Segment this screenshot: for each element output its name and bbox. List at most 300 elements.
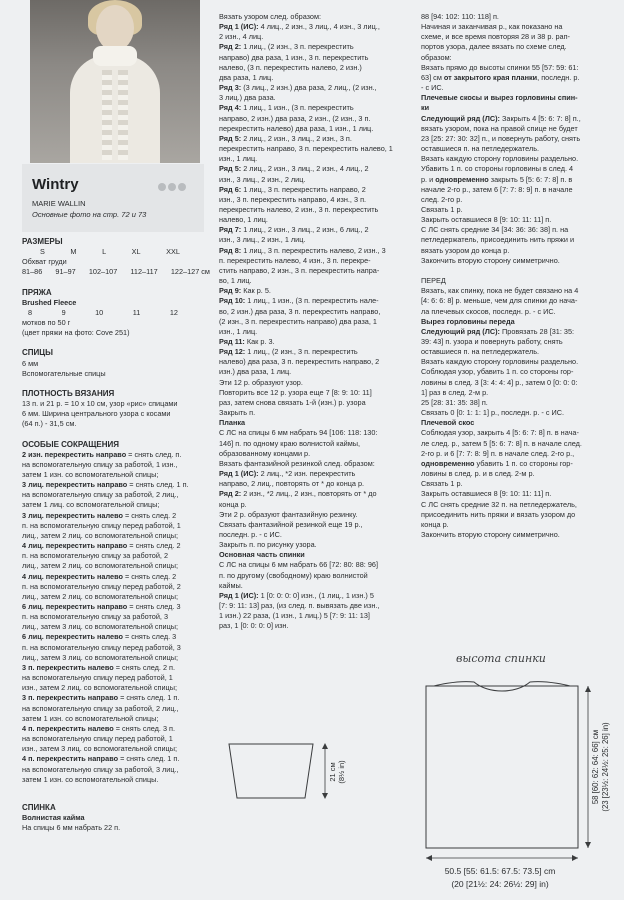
text-line <box>219 418 419 428</box>
bold-term: Ряд 10: <box>219 296 246 306</box>
text-span: С ЛС снять средние 34 [34: 36: 36: 38] п. на <box>421 225 569 235</box>
abbreviation-term: 4 лиц. перекрестить налево <box>22 571 123 581</box>
text-span: присоединить нить пряжи и вязать узором до <box>421 509 576 519</box>
abbreviation-text: затем 1 изн. со вспомогательной спицы; <box>22 469 159 479</box>
abbreviation-text: = снять след. 2 <box>122 510 177 520</box>
text-line <box>219 611 419 621</box>
text-line <box>219 367 419 377</box>
abbreviation-line <box>22 511 212 521</box>
text-line <box>219 32 419 42</box>
abbreviation-text: затем 1 изн. со вспомогательной спицы. <box>22 774 159 784</box>
bold-term: Ряд 1 (ИС): <box>219 590 259 600</box>
gauge-line: 6 мм. Ширина центрального узора с косами <box>22 409 171 419</box>
abbreviation-text: лиц., затем 2 лиц. со вспомогательной спицы; <box>22 561 179 571</box>
text-span: изн., 3 п. перекрестить направо, 4 изн., 3 п. <box>219 194 367 204</box>
text-span: изн.) два раза, 1 лиц. <box>219 367 292 377</box>
bold-term: Ряд 7: <box>219 225 242 235</box>
text-line <box>421 449 617 459</box>
size-label: S <box>40 247 45 257</box>
chest-value: 81–86 <box>22 267 43 277</box>
text-line <box>219 388 419 398</box>
abbreviation-term: 6 лиц. перекрестить направо <box>22 602 128 611</box>
text-span: 2-го р. и 6 [7: 7: 8: 9] п. в начале след. 2-го р., <box>421 448 575 458</box>
text-line <box>219 185 419 195</box>
text-span: 2 изн., 4 лиц. <box>219 32 264 42</box>
size-label: XXL <box>166 247 180 257</box>
text-span: 4 лиц., 2 изн., 3 лиц., 4 изн., 3 лиц., <box>258 22 380 32</box>
text-line <box>219 459 419 469</box>
text-span: 1 лиц., (2 изн., 3 п. перекрестить <box>245 347 358 357</box>
abbreviation-text: на вспомогательную спицу за работой, 1 изн., <box>22 459 178 469</box>
text-span: направо, 2 изн.) два раза, 2 изн., (2 изн., 3 п. <box>219 113 371 123</box>
text-span: 2 лиц., 2 изн., 3 лиц., 2 изн., 4 лиц., 2 <box>241 164 369 174</box>
abbreviation-text: п. на вспомогательную спицу перед работой, 3 <box>22 642 181 652</box>
text-span: Вязать прямо до высоты спинки 55 [57: 59: 61: <box>421 62 579 72</box>
yarn-count: 9 <box>61 307 66 317</box>
text-line <box>421 357 617 367</box>
needles-line: Вспомогательные спицы <box>22 368 106 378</box>
abbreviation-line <box>22 592 212 602</box>
abbreviation-line <box>22 775 212 785</box>
text-span: - с ИС. <box>421 83 444 93</box>
text-span: п. перекрестить налево, 4 изн., 3 п. перекре- <box>219 255 371 265</box>
sizes-heading: РАЗМЕРЫ <box>22 237 63 246</box>
text-span: 3 лиц.) два раза. <box>219 93 276 103</box>
text-span: (2 изн., 3 п. перекрестить направо) два раза, 1 <box>219 316 377 326</box>
text-line <box>421 367 617 377</box>
text-span: Закрыть 4 [5: 6: 7: 8] п., <box>500 113 581 123</box>
text-span: 88 [94: 102: 110: 118] п. <box>421 12 499 21</box>
abbreviation-line <box>22 622 212 632</box>
text-span: последн. р. - с ИС. <box>219 529 282 539</box>
text-line <box>421 317 617 327</box>
text-line <box>219 571 419 581</box>
title-box <box>22 164 204 232</box>
text-span: вязать узором до конца р. <box>421 245 510 255</box>
back-subheading: Волнистая кайма <box>22 812 85 822</box>
text-span: Вязать каждую сторону горловины раздельно. <box>421 357 579 367</box>
text-line <box>219 489 419 499</box>
text-line <box>421 489 617 499</box>
text-line <box>219 439 419 449</box>
text-span: Убавить 1 п. со стороны горловины в след. 4 <box>421 164 574 174</box>
text-line <box>421 73 617 83</box>
bold-term: Ряд 1 (ИС): <box>219 22 259 32</box>
text-span: направо, 2 лиц., повторять от * до конца р. <box>219 479 365 489</box>
text-line <box>421 225 617 235</box>
size-label: M <box>70 247 77 257</box>
gauge-line: 13 п. и 21 р. = 10 х 10 см, узор «рис» спицами <box>22 399 178 409</box>
text-line <box>219 63 419 73</box>
text-span: два раза, 1 лиц. <box>219 72 274 82</box>
abbreviation-line <box>22 541 212 551</box>
abbreviation-text: = снять след. 1 п. <box>118 693 180 703</box>
text-span: С ЛС снять средние 32 п. на петледержатель, <box>421 499 577 509</box>
text-span: п. по другому (свободному) краю волнистой <box>219 570 368 580</box>
bold-term: Планка <box>219 418 246 428</box>
back-line: На спицы 6 мм набрать 22 п. <box>22 823 121 833</box>
dot-icon <box>178 183 186 191</box>
abbreviation-line <box>22 704 212 714</box>
abbreviation-term: 3 лиц. перекрестить налево <box>22 510 123 520</box>
text-line <box>421 327 617 337</box>
abbreviation-line <box>22 643 212 653</box>
abbreviation-line <box>22 714 212 724</box>
text-line <box>219 286 419 296</box>
text-span: С ЛС на спицы 6 мм набрать 66 [72: 80: 88: 96] <box>219 560 378 570</box>
abbreviation-text: п. на вспомогательную спицу за работой, 2 <box>22 551 169 561</box>
text-span: налево, 1 лиц. <box>219 215 268 225</box>
decorative-dots <box>158 178 188 196</box>
text-span: 1 лиц., (2 изн., 3 п. перекрестить <box>241 42 354 52</box>
abbreviation-text: лиц., затем 2 лиц. со вспомогательной спицы; <box>22 530 179 540</box>
text-line <box>219 560 419 570</box>
text-span: след. 2-го р. <box>421 194 463 204</box>
abbreviations-heading: ОСОБЫЕ СОКРАЩЕНИЯ <box>22 439 120 449</box>
text-span: оставшиеся п. на петледержатель. <box>421 347 540 357</box>
bold-term: Следующий ряд (ЛС): <box>421 326 500 336</box>
text-line <box>219 93 419 103</box>
text-span: перекрестить налево) два раза, 1 изн., 1 лиц. <box>219 123 374 133</box>
back-diagram <box>396 642 624 900</box>
text-line <box>219 428 419 438</box>
text-span: Повторить все 12 р. узора еще 7 [8: 9: 10: 11] <box>219 387 372 397</box>
dot-icon <box>168 183 176 191</box>
text-span: конца р. <box>219 499 247 509</box>
text-span: 2 изн., *2 лиц., 2 изн., повторять от * до <box>241 489 377 499</box>
dot-icon <box>158 183 166 191</box>
text-span: Провязать 28 [31: 35: <box>500 326 575 336</box>
text-line <box>219 337 419 347</box>
abbreviation-text: = снять след. 2 п. <box>113 662 176 672</box>
text-line <box>219 550 419 560</box>
text-line <box>219 246 419 256</box>
text-span: закрыть 5 [5: 6: 7: 8] п. в <box>488 174 573 184</box>
abbreviation-term: 4 п. перекрестить налево <box>22 723 114 733</box>
text-line <box>421 53 617 63</box>
abbreviation-line <box>22 673 212 683</box>
text-line <box>219 266 419 276</box>
text-line <box>421 42 617 52</box>
text-span: направо) два раза, 1 изн., 3 п. перекрестить <box>219 52 369 62</box>
text-line <box>219 581 419 591</box>
abbreviation-line <box>22 490 212 500</box>
text-line <box>421 246 617 256</box>
yarn-count: 8 <box>28 307 33 317</box>
text-line <box>421 22 617 32</box>
bold-term: Ряд 3: <box>219 83 242 93</box>
size-label: L <box>102 247 107 257</box>
back-heading: СПИНКА <box>22 802 56 812</box>
text-line <box>219 114 419 124</box>
text-span: конца р. <box>421 519 449 529</box>
abbreviation-text: на вспомогательную спицу перед работой, 1 <box>22 734 173 744</box>
abbreviation-text: на вспомогательную спицу перед работой, 1 <box>22 673 173 683</box>
abbreviation-text: лиц., затем 2 лиц. со вспомогательной спицы; <box>22 591 179 601</box>
text-line <box>219 276 419 286</box>
text-span: Вязать каждую сторону горловины раздельно. <box>421 154 579 164</box>
size-labels <box>22 247 180 257</box>
gauge-line: (64 п.) - 31,5 см. <box>22 419 77 429</box>
text-span: во, 1 лиц. <box>219 276 252 286</box>
abbreviation-text: изн., затем 2 лиц. со вспомогательной спицы; <box>22 683 177 693</box>
text-line <box>219 601 419 611</box>
text-line <box>421 103 617 113</box>
text-span: изн., 3 лиц., 2 изн., 2 лиц. <box>219 174 306 184</box>
text-span: Как р. 3. <box>244 337 275 346</box>
abbreviation-line <box>22 754 212 764</box>
column-left <box>22 237 212 833</box>
text-span: во, 2 изн.) два раза, 3 п. перекрестить направо, <box>219 306 381 316</box>
pattern-title: Wintry <box>32 176 79 193</box>
text-line <box>421 520 617 530</box>
arrow-head-icon <box>322 793 328 799</box>
text-span: 1 лиц., 1 изн., (3 п. перекрестить <box>241 103 354 113</box>
abbreviation-text: затем 1 лиц. со вспомогательной спицы; <box>22 500 160 510</box>
text-line <box>421 408 617 418</box>
sweater-collar <box>93 46 137 66</box>
abbreviation-text: затем 1 изн. со вспомогательной спицы; <box>22 713 159 723</box>
text-line <box>219 12 419 22</box>
text-line <box>219 73 419 83</box>
text-span: 63] см <box>421 72 444 82</box>
abbreviation-line <box>22 531 212 541</box>
text-line <box>421 185 617 195</box>
abbreviation-term: 3 п. перекрестить направо <box>22 693 119 703</box>
text-line <box>421 378 617 388</box>
handwritten-note: высота спинки <box>456 652 546 665</box>
abbreviation-line <box>22 765 212 775</box>
text-line <box>219 215 419 225</box>
text-span: налево, (3 п. перекрестить налево, 2 изн.) <box>219 62 362 72</box>
size-label: XL <box>131 247 141 257</box>
text-line <box>421 144 617 154</box>
band-height-inch: (8½ in) <box>337 760 346 784</box>
text-span: петледержатель, присоединить нить пряжи и <box>421 235 575 245</box>
abbreviation-text: = снять след. 1 п. <box>118 754 180 764</box>
text-line <box>421 337 617 347</box>
abbreviation-term: 3 п. перекрестить налево <box>22 662 114 672</box>
text-line <box>219 327 419 337</box>
text-line <box>219 398 419 408</box>
text-line <box>219 378 419 388</box>
bold-term: Ряд 2: <box>219 489 242 499</box>
text-span: Связать 0 [0: 1: 1: 1] р., последн. р. - с ИС. <box>421 408 565 418</box>
text-line <box>219 357 419 367</box>
abbreviation-line <box>22 653 212 663</box>
text-line <box>421 124 617 134</box>
abbreviation-line <box>22 632 212 642</box>
text-span: Закончить вторую сторону симметрично. <box>421 255 560 265</box>
text-line <box>421 439 617 449</box>
text-span: [4: 6: 6: 8] р. меньше, чем для спинки до нача- <box>421 296 578 306</box>
text-span: ПЕРЕД <box>421 276 446 286</box>
abbreviation-text: = снять след. 3 п. <box>113 723 176 733</box>
text-line <box>421 469 617 479</box>
text-line <box>421 428 617 438</box>
arrow-head-icon <box>322 743 328 749</box>
text-line <box>421 500 617 510</box>
text-line <box>219 53 419 63</box>
text-span: 146] п. по одному краю волнистой каймы, <box>219 438 360 448</box>
text-span: Закрыть п. <box>219 408 256 418</box>
abbreviation-text: п. на вспомогательную спицу перед работой, 1 <box>22 520 181 530</box>
text-line <box>421 530 617 540</box>
text-line <box>421 83 617 93</box>
text-span: схеме, и все время повторяя 28 и 38 р. рап- <box>421 32 570 42</box>
text-span: ле след. р., затем 5 [5: 6: 7: 8] п. в начале след. <box>421 438 582 448</box>
text-line <box>219 175 419 185</box>
text-span: убавить 1 п. со стороны гор- <box>474 458 573 468</box>
abbreviation-text: лиц., затем 3 лиц. со вспомогательной спицы; <box>22 652 179 662</box>
text-span: Вязать фантазийной резинкой след. образом: <box>219 458 375 468</box>
text-span: стить направо, 2 изн., 3 п. перекрестить напра- <box>219 265 380 275</box>
abbreviation-text: на вспомогательную спицу за работой, 2 лиц., <box>22 703 179 713</box>
text-span: каймы. <box>219 580 243 590</box>
bold-term: Плечевые скосы и вырез горловины спин- <box>421 93 578 103</box>
model-photo <box>30 0 200 163</box>
chest-value: 112–117 <box>130 267 158 277</box>
text-line <box>219 205 419 215</box>
text-span: ловины в след. 3 [3: 4: 4: 4] р., затем 0 [0: 0: 0: <box>421 377 578 387</box>
text-line <box>421 286 617 296</box>
text-span: Закрыть оставшиеся 8 [9: 10: 11: 11] п. <box>421 215 552 225</box>
text-span: 25 [28: 31: 35: 38] п. <box>421 397 488 407</box>
text-span: 1] раз в след. 2-м р. <box>421 387 489 397</box>
text-line <box>421 418 617 428</box>
text-span: Закончить вторую сторону симметрично. <box>421 529 560 539</box>
text-line <box>219 134 419 144</box>
text-line <box>421 93 617 103</box>
arrow-head-icon <box>426 855 432 861</box>
text-span: ла плечевых скосов, последн. р. - с ИС. <box>421 306 556 316</box>
abbreviation-text: на вспомогательную спицу за работой, 2 лиц., <box>22 490 179 500</box>
bold-term: одновременно <box>421 458 475 468</box>
abbreviation-line <box>22 693 212 703</box>
text-line <box>219 42 419 52</box>
abbreviation-line <box>22 582 212 592</box>
band-height-label: 21 см <box>328 762 337 782</box>
column-middle <box>219 12 419 632</box>
yarn-count: 11 <box>132 307 141 317</box>
text-span: 2 лиц., 2 изн., 3 лиц., 2 изн., 3 п. <box>241 133 352 143</box>
text-span: , последн. р. <box>537 72 580 82</box>
text-span: Вязать узором след. образом: <box>219 12 322 21</box>
abbreviation-text: лиц., затем 3 лиц. со вспомогательной спицы; <box>22 622 179 632</box>
text-span: раз, затем снова связать 1-й (изн.) р. узора <box>219 397 366 407</box>
sweater-cable <box>118 70 128 160</box>
model-face <box>96 5 134 51</box>
text-span: портов узора, далее вязать по схеме след. <box>421 42 567 52</box>
sweater-cable <box>102 70 112 160</box>
text-line <box>219 449 419 459</box>
text-line <box>421 479 617 489</box>
bold-term: Ряд 4: <box>219 103 242 113</box>
text-line <box>219 256 419 266</box>
text-span: 1 [0: 0: 0: 0] изн., (1 лиц., 1 изн.) 5 <box>258 590 374 600</box>
text-span: 1 лиц., 3 п. перекрестить направо, 2 <box>241 184 366 194</box>
text-line <box>219 225 419 235</box>
text-line <box>421 276 617 286</box>
text-span: Закрыть оставшиеся 8 [9: 10: 11: 11] п. <box>421 489 552 499</box>
abbreviation-text: изн., затем 3 лиц. со вспомогательной спицы; <box>22 744 177 754</box>
text-span: 1 изн.) 22 раза, (1 изн., 1 лиц.) 5 [7: 9: 11: 13] <box>219 611 370 621</box>
text-span: оставшиеся п. на петледержатель. <box>421 144 540 154</box>
abbreviation-line <box>22 500 212 510</box>
abbreviation-term: 4 п. перекрестить направо <box>22 754 119 764</box>
text-line <box>219 469 419 479</box>
arrow-head-icon <box>585 686 591 692</box>
designer-name: MARIE WALLIN <box>32 199 86 208</box>
yarn-counts <box>22 308 178 318</box>
abbreviation-line <box>22 663 212 673</box>
text-line <box>219 154 419 164</box>
needles-line: 6 мм <box>22 358 39 368</box>
bold-term: от закрытого края планки <box>443 72 538 82</box>
abbreviations-list <box>22 450 212 785</box>
text-line <box>219 479 419 489</box>
text-line <box>421 235 617 245</box>
text-line <box>219 124 419 134</box>
bold-term: Следующий ряд (ЛС): <box>421 113 500 123</box>
text-span: 23 [25: 27: 30: 32] п., и повернуть работу, снять <box>421 133 581 143</box>
text-line <box>421 205 617 215</box>
text-span: Закрыть п. по рисунку узора. <box>219 540 317 550</box>
yarn-heading: ПРЯЖА <box>22 287 52 297</box>
text-line <box>219 530 419 540</box>
bold-term: Основная часть спинки <box>219 550 305 560</box>
text-span: изн., 1 лиц. <box>219 326 258 336</box>
text-line <box>421 114 617 124</box>
text-span: Начиная и заканчивая р., как показано на <box>421 22 563 32</box>
yarn-unit: мотков по 50 г <box>22 318 71 328</box>
abbreviation-term: 6 лиц. перекрестить налево <box>22 632 123 642</box>
text-line <box>219 83 419 93</box>
text-span: Соблюдая узор, убавить 1 п. со стороны гор- <box>421 367 574 377</box>
abbreviation-line <box>22 551 212 561</box>
abbreviation-text: на вспомогательную спицу за работой, 3 лиц., <box>22 764 179 774</box>
text-line <box>421 12 617 22</box>
abbreviation-line <box>22 734 212 744</box>
abbreviation-text: п. на вспомогательную спицу перед работой, 2 <box>22 581 181 591</box>
text-span: перекрестить налево, 2 изн., 3 п. перекрестить <box>219 204 379 214</box>
text-line <box>219 510 419 520</box>
abbreviation-term: 4 лиц. перекрестить направо <box>22 541 128 551</box>
text-span: [7: 9: 11: 13] раз, (из след. п. вывязать две изн., <box>219 601 380 611</box>
text-line <box>219 144 419 154</box>
text-span: 39: 43] п. узора и повернуть работу, снять <box>421 337 563 346</box>
bold-term: Ряд 5: <box>219 133 242 143</box>
text-line <box>421 195 617 205</box>
chest-value: 91–97 <box>55 267 76 277</box>
text-line <box>421 398 617 408</box>
text-line <box>421 388 617 398</box>
text-span: начале 2-го р., затем 6 [7: 7: 8: 9] п. в начале <box>421 184 573 194</box>
text-line <box>219 408 419 418</box>
text-line <box>219 195 419 205</box>
bold-term: Ряд 2: <box>219 42 242 52</box>
bold-term: одновременно <box>435 174 489 184</box>
abbreviation-line <box>22 561 212 571</box>
bold-term: ки <box>421 103 430 113</box>
text-span: Связать фантазийной резинкой еще 19 р., <box>219 519 363 529</box>
text-line <box>219 540 419 550</box>
text-line <box>219 103 419 113</box>
text-span: Соблюдая узор, закрыть 4 [5: 6: 7: 8] п. в нача- <box>421 428 579 438</box>
band-diagram <box>227 740 347 800</box>
needles-heading: СПИЦЫ <box>22 348 53 358</box>
text-line <box>219 235 419 245</box>
